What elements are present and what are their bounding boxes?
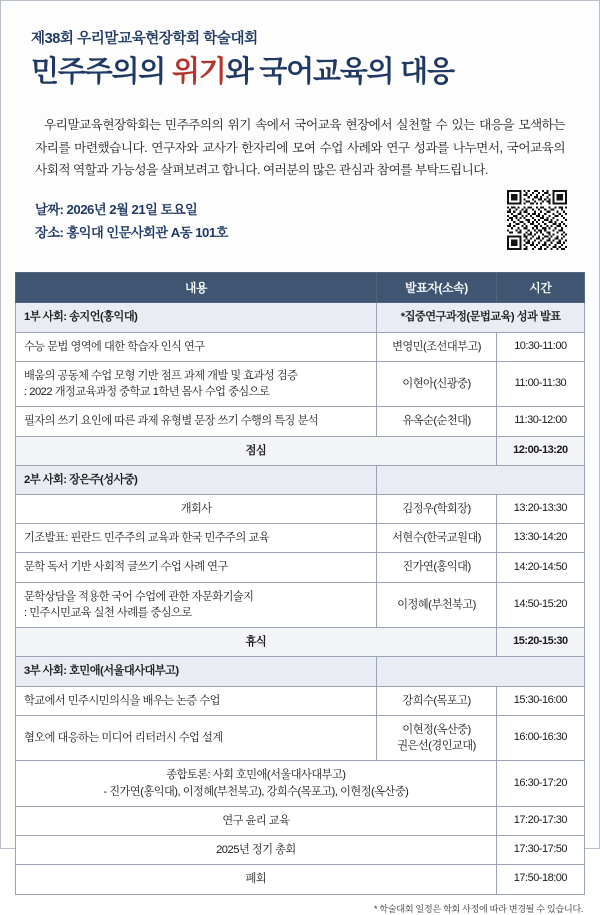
content-cell: 기조발표: 핀란드 민주주의 교육과 한국 민주주의 교육 (16, 524, 377, 553)
intro-text: 우리말교육현장학회는 민주주의의 위기 속에서 국어교육 현장에서 실천할 수 있는 대응을 모색하는 자리를 마련했습니다. 연구자와 교사가 한자리에 모여 수업 사례와 연구 성과를 나누면서, 국어교육의 사회적 역할과 가능성을 살펴보려고 합니다. 여러분의 많은 관심과 참여를 부탁드립니다. (35, 117, 565, 178)
presenter-cell: 이정혜(부천북고) (377, 582, 496, 627)
event-info (35, 198, 565, 260)
time-cell: 13:30-14:20 (496, 524, 584, 553)
session-title-cell: 2부 사회: 장은주(성사중) (16, 465, 377, 494)
full-width-content-cell: 연구 윤리 교육 (16, 806, 497, 835)
conference-subtitle: 제38회 우리말교육현장학회 학술대회 (31, 31, 258, 47)
presenter-cell: 김정우(학회장) (377, 494, 496, 523)
table-row (16, 761, 585, 806)
title-part-2: 와 국어교육의 대응 (225, 56, 454, 88)
session-note-cell (377, 465, 585, 494)
table-row (16, 582, 585, 627)
table-row (16, 524, 585, 553)
table-header-row (16, 273, 585, 303)
table-row (16, 553, 585, 582)
table-row (16, 361, 585, 406)
title-part-1: 민주주의의 (31, 56, 172, 88)
time-cell: 15:30-16:00 (496, 686, 584, 715)
table-row (16, 865, 585, 894)
table-row (16, 465, 585, 494)
footer-note: * 학술대회 일정은 학회 사정에 따라 변경될 수 있습니다. (373, 903, 583, 914)
qr-code-icon (507, 190, 567, 250)
column-header-presenter: 발표자(소속) (377, 273, 496, 303)
session-title-cell: 1부 사회: 송지언(홍익대) (16, 303, 377, 332)
presenter-cell: 이현아(신광중) (377, 361, 496, 406)
session-note-cell (377, 657, 585, 686)
full-width-content-cell: 폐회 (16, 865, 497, 894)
full-width-time-cell: 16:30-17:20 (496, 761, 584, 806)
event-date: 날짜: 2026년 2월 21일 토요일 (35, 202, 198, 218)
presenter-cell: 유옥순(순천대) (377, 407, 496, 436)
content-cell: 배움의 공동체 수업 모형 기반 점프 과제 개발 및 효과성 검증 : 2022 개정교육과정 중학교 1학년 몸사 수업 중심으로 (16, 361, 377, 406)
full-width-content-cell: 종합토론: 사회 호민애(서울대사대부고) - 진가연(홍익대), 이정혜(부천북고), 강희수(목포고), 이현정(옥산중) (16, 761, 497, 806)
content-cell: 수능 문법 영역에 대한 학습자 인식 연구 (16, 332, 377, 361)
intro-paragraph (35, 114, 565, 183)
presenter-cell: 진가연(홍익대) (377, 553, 496, 582)
table-row (16, 686, 585, 715)
presenter-cell: 서현수(한국교원대) (377, 524, 496, 553)
content-cell: 학교에서 민주시민의식을 배우는 논증 수업 (16, 686, 377, 715)
presenter-cell: 변영민(조선대부고) (377, 332, 496, 361)
table-row (16, 836, 585, 865)
time-cell: 11:00-11:30 (496, 361, 584, 406)
time-cell: 16:00-16:30 (496, 715, 584, 760)
schedule-table (15, 272, 585, 894)
full-width-content-cell: 2025년 정기 총회 (16, 836, 497, 865)
content-cell: 혐오에 대응하는 미디어 리터러시 수업 설계 (16, 715, 377, 760)
session-title-cell: 3부 사회: 호민애(서울대사대부고) (16, 657, 377, 686)
content-cell: 필자의 쓰기 요인에 따른 과제 유형별 문장 쓰기 수행의 특징 분석 (16, 407, 377, 436)
table-row (16, 657, 585, 686)
table-row (16, 628, 585, 657)
content-cell: 개회사 (16, 494, 377, 523)
table-row (16, 303, 585, 332)
time-cell: 13:20-13:30 (496, 494, 584, 523)
content-cell: 문학 독서 기반 사회적 글쓰기 수업 사례 연구 (16, 553, 377, 582)
break-label-cell: 점심 (16, 436, 497, 465)
content-cell: 문학상담을 적용한 국어 수업에 관한 자문화기술지 : 민주시민교육 실천 사례를 중심으로 (16, 582, 377, 627)
schedule-table-wrapper (15, 272, 585, 894)
full-width-time-cell: 17:50-18:00 (496, 865, 584, 894)
table-row (16, 494, 585, 523)
column-header-content: 내용 (16, 273, 377, 303)
column-header-time: 시간 (496, 273, 584, 303)
table-row (16, 436, 585, 465)
time-cell: 14:50-15:20 (496, 582, 584, 627)
time-cell: 11:30-12:00 (496, 407, 584, 436)
full-width-time-cell: 17:20-17:30 (496, 806, 584, 835)
title-accent: 위기 (171, 56, 226, 88)
table-row (16, 715, 585, 760)
presenter-cell: 이현정(옥산중) 권은선(경인교대) (377, 715, 496, 760)
break-label-cell: 휴식 (16, 628, 497, 657)
table-row (16, 806, 585, 835)
break-time-cell: 12:00-13:20 (496, 436, 584, 465)
full-width-time-cell: 17:30-17:50 (496, 836, 584, 865)
schedule-body (16, 303, 585, 894)
break-time-cell: 15:20-15:30 (496, 628, 584, 657)
time-cell: 10:30-11:00 (496, 332, 584, 361)
page-title (31, 56, 569, 90)
presenter-cell: 강희수(목포고) (377, 686, 496, 715)
table-row (16, 407, 585, 436)
time-cell: 14:20-14:50 (496, 553, 584, 582)
poster-header (1, 1, 599, 96)
event-place: 장소: 홍익대 인문사회관 A동 101호 (35, 225, 228, 241)
table-row (16, 332, 585, 361)
session-note-cell: *집중연구과정(문법교육) 성과 발표 (377, 303, 585, 332)
